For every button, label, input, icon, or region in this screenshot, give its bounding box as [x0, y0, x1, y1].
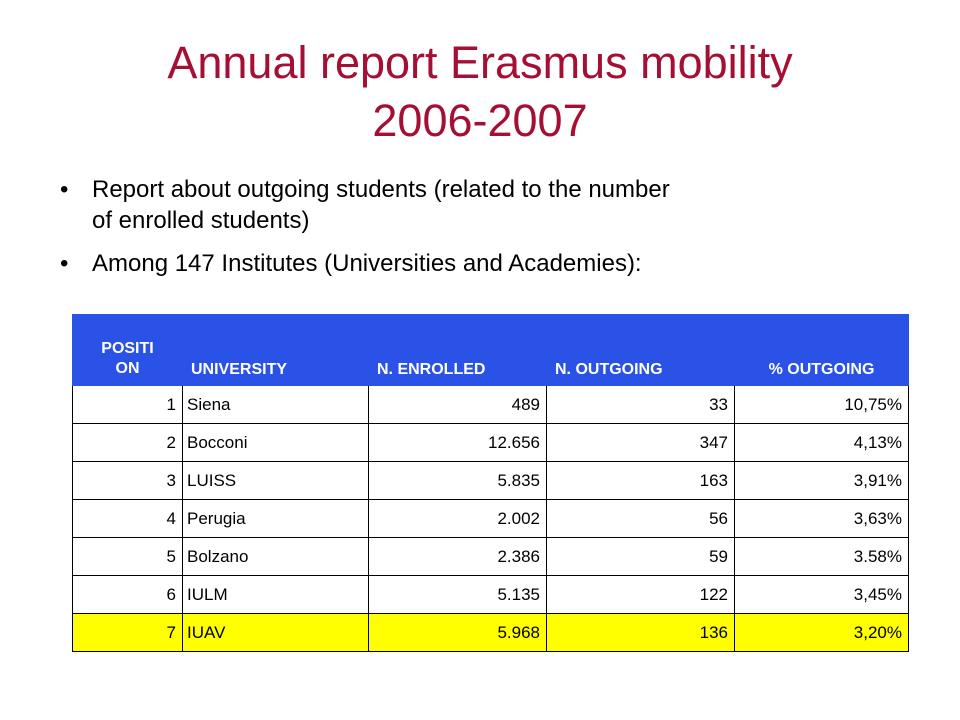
cell-percent: 3,20% [735, 614, 909, 652]
cell-enrolled: 5.135 [369, 576, 547, 614]
bullet-list [60, 174, 920, 291]
table-row [73, 538, 909, 576]
header-university: UNIVERSITY [183, 315, 369, 386]
bullet-item [60, 174, 920, 236]
cell-percent: 3.58% [735, 538, 909, 576]
header-percent: % OUTGOING [735, 315, 909, 386]
cell-university: Bolzano [183, 538, 369, 576]
cell-university: IULM [183, 576, 369, 614]
cell-outgoing: 136 [547, 614, 735, 652]
cell-university: Perugia [183, 500, 369, 538]
table-row [73, 386, 909, 424]
bullet-icon: • [60, 250, 69, 277]
cell-university: IUAV [183, 614, 369, 652]
cell-university: LUISS [183, 462, 369, 500]
table-row [73, 576, 909, 614]
cell-enrolled: 2.386 [369, 538, 547, 576]
cell-enrolled: 5.968 [369, 614, 547, 652]
cell-position: 4 [73, 500, 183, 538]
cell-position: 5 [73, 538, 183, 576]
cell-position: 7 [73, 614, 183, 652]
bullet-text-line: of enrolled students) [92, 207, 310, 234]
cell-university: Bocconi [183, 424, 369, 462]
cell-outgoing: 59 [547, 538, 735, 576]
erasmus-table [72, 314, 909, 652]
bullet-text-line: Report about outgoing students (related to the number [92, 176, 670, 203]
header-position-line2: ON [115, 360, 140, 377]
cell-position: 6 [73, 576, 183, 614]
cell-enrolled: 489 [369, 386, 547, 424]
header-position-line1: POSITI [101, 340, 154, 357]
table-row [73, 500, 909, 538]
table-header-row [73, 315, 909, 386]
cell-percent: 10,75% [735, 386, 909, 424]
bullet-text-line: Among 147 Institutes (Universities and Academies): [92, 250, 642, 277]
cell-outgoing: 163 [547, 462, 735, 500]
cell-enrolled: 12.656 [369, 424, 547, 462]
cell-university: Siena [183, 386, 369, 424]
bullet-icon: • [60, 176, 69, 203]
cell-position: 2 [73, 424, 183, 462]
cell-enrolled: 2.002 [369, 500, 547, 538]
cell-outgoing: 122 [547, 576, 735, 614]
table-row [73, 614, 909, 652]
cell-percent: 4,13% [735, 424, 909, 462]
cell-outgoing: 33 [547, 386, 735, 424]
header-enrolled: N. ENROLLED [369, 315, 547, 386]
cell-percent: 3,45% [735, 576, 909, 614]
header-position [73, 315, 183, 386]
table-row [73, 424, 909, 462]
cell-outgoing: 56 [547, 500, 735, 538]
title-line-2: 2006-2007 [372, 95, 588, 146]
cell-enrolled: 5.835 [369, 462, 547, 500]
cell-percent: 3,63% [735, 500, 909, 538]
cell-position: 1 [73, 386, 183, 424]
table-row [73, 462, 909, 500]
cell-position: 3 [73, 462, 183, 500]
bullet-item [60, 248, 920, 279]
cell-outgoing: 347 [547, 424, 735, 462]
slide-title [0, 34, 960, 150]
cell-percent: 3,91% [735, 462, 909, 500]
title-line-1: Annual report Erasmus mobility [167, 37, 793, 88]
header-outgoing: N. OUTGOING [547, 315, 735, 386]
